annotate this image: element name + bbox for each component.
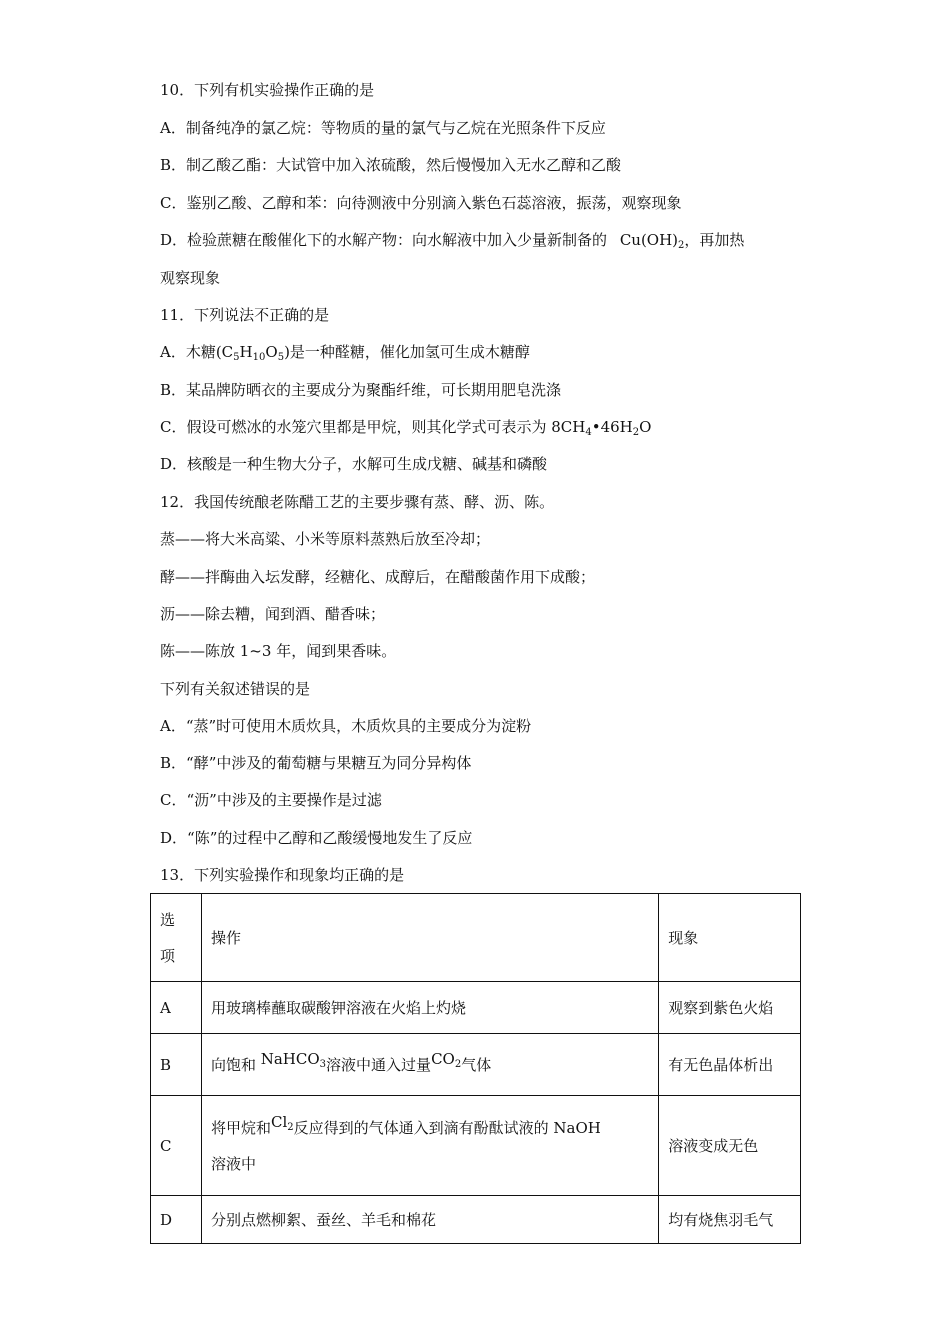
q11-a-s3: 5 [277, 352, 285, 363]
row-a-operation: 用玻璃棒蘸取碳酸钾溶液在火焰上灼烧 [201, 982, 658, 1034]
q11-a-m1: H [239, 343, 253, 361]
row-d-phenomenon: 均有烧焦羽毛气 [659, 1196, 801, 1244]
header-phenomenon: 现象 [659, 894, 801, 982]
q13-stem: 13．下列实验操作和现象均正确的是 [160, 866, 405, 884]
q12-step-age: 陈——陈放 1~3 年，闻到果香味。 [160, 642, 397, 660]
row-c-line2: 溶液中 [210, 1154, 256, 1173]
q10-option-c: C．鉴别乙酸、乙醇和苯：向待测液中分别滴入紫色石蕊溶液，振荡，观察现象 [160, 194, 682, 212]
header-option-line1: 选 [160, 910, 176, 929]
row-c-operation [201, 1096, 658, 1196]
q12-step-steam: 蒸——将大米高粱、小米等原料蒸熟后放至冷却； [160, 530, 491, 548]
q12-step-drain: 沥——除去糟，闻到酒、醋香味； [160, 605, 386, 623]
q11-c-s2: 2 [632, 427, 640, 438]
table-row [151, 1096, 801, 1196]
row-b-formula2: $CO_2$ [431, 1049, 462, 1070]
header-option-cell [151, 894, 202, 982]
row-d-option: D [151, 1196, 202, 1244]
row-c-option: C [151, 1096, 202, 1196]
q10-option-b: B．制乙酸乙酯：大试管中加入浓硫酸，然后慢慢加入无水乙醇和乙酸 [160, 156, 622, 174]
row-b-phenomenon: 有无色晶体析出 [659, 1034, 801, 1096]
q11-c-s1: 4 [585, 427, 592, 438]
q12-step-ferment: 酵——拌酶曲入坛发酵，经糖化、成醇后，在醋酸菌作用下成酸； [160, 568, 596, 586]
q11-a-s2: 10 [252, 352, 266, 363]
q10-d-sub: 2 [678, 240, 685, 251]
q12-option-d: D．“陈”的过程中乙醇和乙酸缓慢地发生了反应 [160, 829, 473, 847]
q10-stem: 10．下列有机实验操作正确的是 [160, 81, 375, 99]
q11-c-post: O [639, 418, 652, 436]
row-b-formula1: NaHCO$_3$ [260, 1049, 327, 1070]
header-operation: 操作 [201, 894, 658, 982]
q11-stem: 11．下列说法不正确的是 [160, 306, 330, 324]
row-b-op2: 溶液中通入过量 [326, 1055, 432, 1074]
header-option-line2: 项 [160, 946, 176, 965]
q11-c-mid: •46H [591, 418, 633, 436]
q10-option-d-cont: 观察现象 [160, 269, 221, 287]
q11-a-m2: O [265, 343, 278, 361]
row-b-operation [201, 1034, 658, 1096]
row-c-phenomenon: 溶液变成无色 [659, 1096, 801, 1196]
row-b-option: B [151, 1034, 202, 1096]
q12-ask: 下列有关叙述错误的是 [160, 680, 311, 698]
row-c-op1: 将甲烷和 [210, 1118, 271, 1137]
q10-d-post: ，再加热 [684, 231, 745, 249]
row-d-operation: 分别点燃柳絮、蚕丝、羊毛和棉花 [201, 1196, 658, 1244]
table-header-row [151, 894, 801, 982]
q10-option-d [160, 230, 744, 250]
q11-a-post: )是一种醛糖，催化加氢可生成木糖醇 [284, 343, 530, 361]
row-c-line1 [211, 1110, 649, 1146]
q11-a-s1: 5 [233, 352, 240, 363]
q11-c-pre: C．假设可燃冰的水笼穴里都是甲烷，则其化学式可表示为 8CH [160, 418, 586, 436]
q11-option-c [160, 417, 651, 437]
q12-option-c: C．“沥”中涉及的主要操作是过滤 [160, 791, 382, 809]
q11-option-a [160, 342, 530, 362]
q11-option-b: B．某品牌防晒衣的主要成分为聚酯纤维，可长期用肥皂洗涤 [160, 381, 562, 399]
row-a-option: A [151, 982, 202, 1034]
row-b-op3: 气体 [461, 1055, 492, 1074]
q13-table [150, 893, 801, 1244]
q10-d-formula: Cu(OH) [619, 231, 679, 249]
q12-stem: 12．我国传统酿老陈醋工艺的主要步骤有蒸、酵、沥、陈。 [160, 493, 555, 511]
q10-d-text: D．检验蔗糖在酸催化下的水解产物：向水解液中加入少量新制备的 [160, 231, 608, 249]
row-c-formula: $Cl_2$ [270, 1112, 294, 1133]
row-a-phenomenon: 观察到紫色火焰 [659, 982, 801, 1034]
row-c-op2: 反应得到的气体通入到滴有酚酞试液的 NaOH [293, 1118, 601, 1137]
q12-option-a: A．“蒸”时可使用木质炊具，木质炊具的主要成分为淀粉 [160, 717, 532, 735]
q11-option-d: D．核酸是一种生物大分子，水解可生成戊糖、碱基和磷酸 [160, 455, 548, 473]
q10-option-a: A．制备纯净的氯乙烷：等物质的量的氯气与乙烷在光照条件下反应 [160, 119, 606, 137]
q12-option-b: B．“酵”中涉及的葡萄糖与果糖互为同分异构体 [160, 754, 472, 772]
table-row [151, 1196, 801, 1244]
row-b-op1: 向饱和 [210, 1055, 261, 1074]
table-row [151, 982, 801, 1034]
q11-a-pre: A．木糖(C [160, 343, 234, 361]
table-row [151, 1034, 801, 1096]
